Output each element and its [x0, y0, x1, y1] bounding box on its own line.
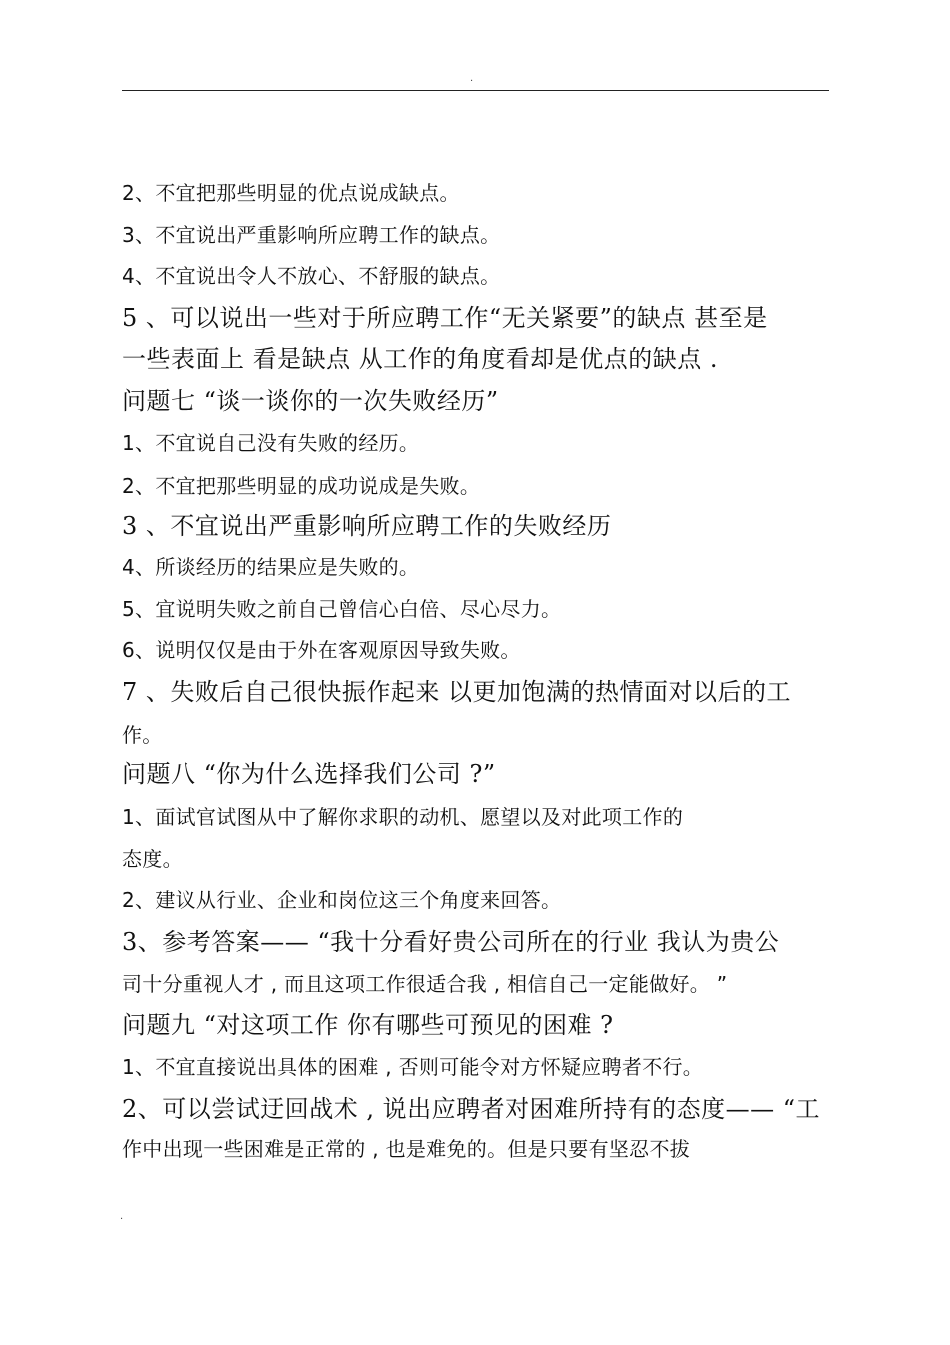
text-line: 5 、可以说出一些对于所应聘工作“无关紧要”的缺点 甚至是	[122, 304, 768, 332]
text-line: 司十分重视人才 , 而且这项工作很适合我 , 相信自己一定能做好。 ”	[122, 972, 728, 996]
text-line: 态度。	[122, 847, 183, 871]
text-line: 2、建议从行业、企业和岗位这三个角度来回答。	[122, 888, 562, 912]
text-line: 4、所谈经历的结果应是失败的。	[122, 555, 420, 579]
text-line: 1、不宜直接说出具体的困难 , 否则可能令对方怀疑应聘者不行。	[122, 1055, 704, 1079]
text-line: 5、宜说明失败之前自己曾信心白倍、尽心尽力。	[122, 597, 562, 621]
text-line: 7 、失败后自己很快振作起来 以更加饱满的热情面对以后的工	[122, 678, 792, 706]
text-line: 3、不宜说出严重影响所应聘工作的缺点。	[122, 223, 501, 247]
text-line: 4、不宜说出令人不放心、不舒服的缺点。	[122, 264, 501, 288]
question-heading: 问题七 “谈一谈你的一次失败经历”	[122, 387, 499, 415]
header-rule	[122, 90, 829, 91]
text-line: 3 、不宜说出严重影响所应聘工作的失败经历	[122, 512, 612, 540]
text-line: 作。	[122, 723, 163, 747]
text-line: 2、可以尝试迂回战术 , 说出应聘者对困难所持有的态度—— “工	[122, 1095, 821, 1123]
footer-mark: .	[120, 1211, 124, 1222]
text-line: 3、参考答案—— “我十分看好贵公司所在的行业 我认为贵公	[122, 928, 780, 956]
text-line: 1、不宜说自己没有失败的经历。	[122, 431, 420, 455]
question-heading: 问题九 “对这项工作 你有哪些可预见的困难 ?	[122, 1011, 614, 1039]
text-line: 2、不宜把那些明显的成功说成是失败。	[122, 474, 481, 498]
text-line: 6、说明仅仅是由于外在客观原因导致失败。	[122, 638, 521, 662]
header-mark: .	[470, 73, 474, 84]
text-line: 一些表面上 看是缺点 从工作的角度看却是优点的缺点 .	[122, 345, 719, 373]
text-line: 2、不宜把那些明显的优点说成缺点。	[122, 181, 460, 205]
question-heading: 问题八 “你为什么选择我们公司 ?”	[122, 760, 496, 788]
text-line: 1、面试官试图从中了解你求职的动机、愿望以及对此项工作的	[122, 805, 684, 829]
text-line: 作中出现一些困难是正常的 , 也是难免的。但是只要有坚忍不拔	[122, 1137, 691, 1161]
